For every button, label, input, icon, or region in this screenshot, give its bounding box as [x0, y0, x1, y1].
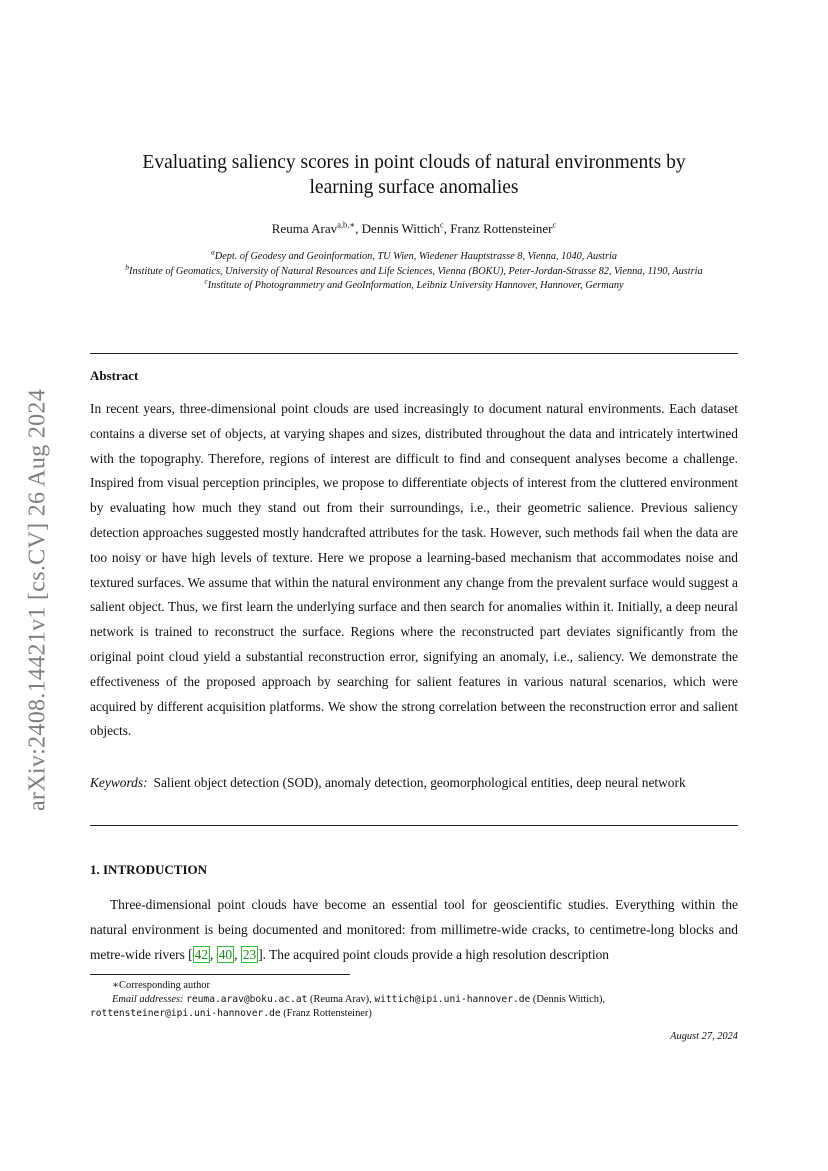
- citation-link[interactable]: 40: [218, 946, 233, 962]
- title-line-2: learning surface anomalies: [309, 177, 519, 198]
- keywords-label: Keywords:: [90, 775, 148, 790]
- affiliation-text: Institute of Photogrammetry and GeoInformation, Leibniz University Hannover, Hannover, Germany: [207, 280, 624, 291]
- author-name: Franz Rottensteiner: [450, 221, 553, 236]
- citation-link[interactable]: 23: [242, 946, 257, 962]
- email-owner: (Dennis Wittich),: [532, 994, 606, 1005]
- affiliation-marker: a: [210, 247, 215, 257]
- author-affil-marker: c: [439, 219, 444, 230]
- email-owner: (Franz Rottensteiner): [283, 1008, 372, 1019]
- email-owner: (Reuma Arav),: [310, 994, 372, 1005]
- email-line: [90, 1007, 738, 1021]
- author-name: Reuma Arav: [271, 221, 338, 236]
- abstract-heading: Abstract: [90, 368, 139, 383]
- footnote: [90, 979, 738, 1021]
- author-name: Dennis Wittich: [361, 221, 440, 236]
- author-list: Reuma Arav$^{a,b,∗}$, Dennis Wittich$^c$, Franz Rottensteiner$^c$: [271, 219, 557, 236]
- email-address[interactable]: rottensteiner@ipi.uni-hannover.de: [90, 1008, 281, 1019]
- affiliation-marker: c: [204, 276, 208, 286]
- abstract-top-rule: [90, 353, 738, 354]
- keywords-text: Salient object detection (SOD), anomaly detection, geomorphological entities, deep neural network: [153, 775, 686, 790]
- author-affil-marker: c: [552, 219, 557, 230]
- email-label: Email addresses:: [112, 994, 184, 1005]
- affiliation-list: [100, 247, 728, 294]
- introduction-paragraph: Three-dimensional point clouds have become an essential tool for geoscientific studies. Everything within the natural environment is being documented and monitored: from millimetre-wide cracks, to centimetre-long blocks and metre-wide rivers [ 42 , 40 , 23 ]. The acquired point clouds provide a high resolution description: [90, 897, 738, 962]
- preprint-date: August 27, 2024: [670, 1031, 738, 1042]
- email-line: [90, 993, 738, 1007]
- affiliation-marker: b: [125, 262, 130, 272]
- abstract-text: In recent years, three-dimensional point clouds are used increasingly to document natural environments. Each dataset contains a diverse set of objects, at varying shapes and sizes, distributed throughout the data and intricately intertwined with the topography. Therefore, regions of interest are difficult to find and consequent analyses become a challenge. Inspired from visual perception principles, we propose to differentiate objects of interest from the cluttered environment by evaluating how much they stand out from their surroundings, i.e., their geometric salience. Previous saliency detection approaches suggested mostly handcrafted attributes for the task. However, such methods fail when the data are too noisy or have high levels of texture. Here we propose a learning-based mechanism that accommodates noise and textured surfaces. We assume that within the natural environment any change from the prevalent surface would suggest a salient object. Thus, we first learn the underlying surface and then search for anomalies within it. Initially, a deep neural network is trained to reconstruct the surface. Regions where the reconstructed part deviates significantly from the original point cloud yield a substantial reconstruction error, signifying an anomaly, i.e., saliency. We demonstrate the effectiveness of the proposed approach by searching for salient features in various natural scenarios, which were acquired by different acquisition platforms. We show the strong correlation between the reconstruction error and salient objects.: [90, 401, 738, 739]
- arxiv-sideband: arXiv:2408.14421v1 [cs.CV] 26 Aug 2024: [24, 388, 51, 812]
- keywords: [90, 771, 738, 796]
- abstract-bottom-rule: [90, 825, 738, 826]
- author-affil-marker: a,b,∗: [337, 219, 356, 230]
- intro-text: Three-dimensional point clouds have become an essential tool for geoscientific studies. Everything within the natural environment is being documented and monitored: from millimetre-wide cracks, to centimetre-long blocks and metre-wide rivers [: [90, 897, 738, 962]
- paper-title: [90, 150, 738, 200]
- footnote-rule: [90, 974, 350, 975]
- citation-link[interactable]: 42: [194, 946, 209, 962]
- corresponding-author-note: ∗Corresponding author: [112, 980, 210, 991]
- affiliation-text: Institute of Geomatics, University of Natural Resources and Life Sciences, Vienna (BOKU), Peter-Jordan-Strasse 82, Vienna, 1190, Austria: [129, 265, 703, 277]
- affiliation-text: Dept. of Geodesy and Geoinformation, TU Wien, Wiedener Hauptstrasse 8, Vienna, 1040, Austria: [214, 251, 618, 262]
- email-address[interactable]: wittich@ipi.uni-hannover.de: [374, 994, 531, 1005]
- affiliation: [100, 276, 728, 294]
- affiliation: [100, 247, 728, 265]
- email-address[interactable]: reuma.arav@boku.ac.at: [186, 994, 308, 1005]
- section-heading-introduction: 1. INTRODUCTION: [90, 862, 208, 877]
- title-line-1: Evaluating saliency scores in point clouds of natural environments by: [142, 152, 686, 173]
- affiliation: [100, 262, 728, 280]
- intro-text: ]. The acquired point clouds provide a high resolution description: [258, 946, 610, 962]
